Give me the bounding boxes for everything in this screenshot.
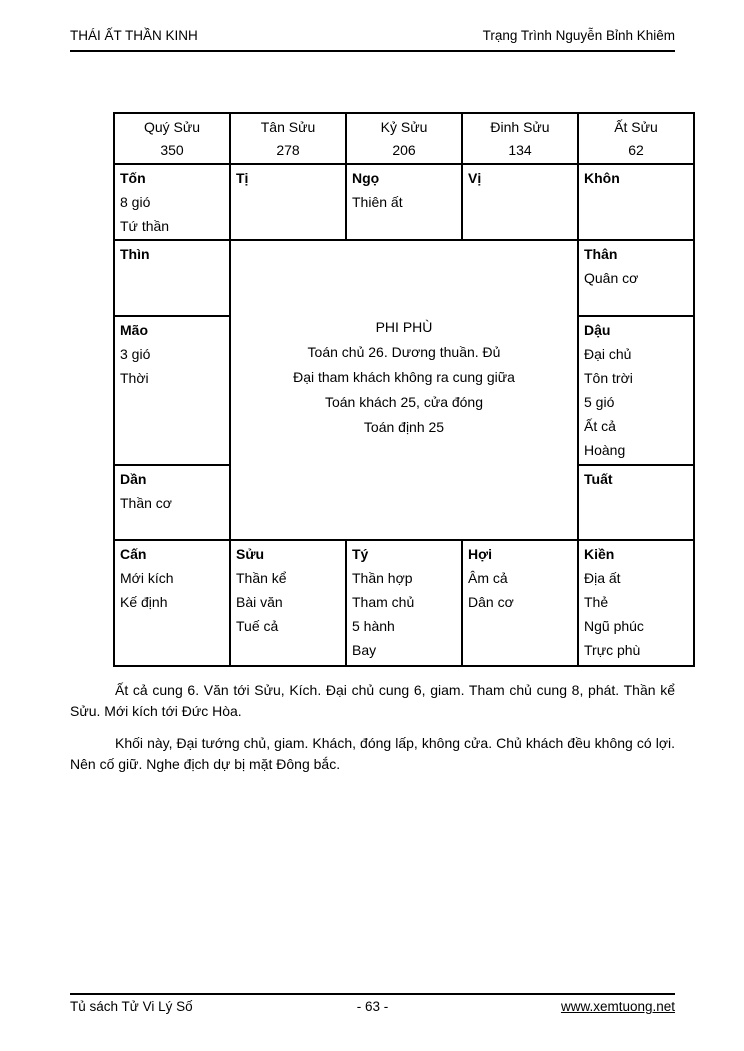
- page-footer: [70, 993, 675, 1014]
- palace-cell-hoi: [462, 540, 578, 666]
- text-line: Toán chủ 26. Dương thuần. Đủ: [307, 344, 501, 360]
- palace-cell-dau: [578, 316, 694, 465]
- palace-lines: [120, 566, 224, 614]
- divination-chart: [113, 112, 695, 667]
- palace-cell-ngo: [346, 164, 462, 240]
- year-value: 134: [508, 142, 532, 158]
- text-line: Bay: [352, 642, 377, 658]
- text-line: Ất cả: [584, 418, 616, 434]
- text-line: Dân cơ: [468, 594, 514, 610]
- text-line: 5 gió: [584, 394, 615, 410]
- palace-lines: [584, 266, 688, 290]
- year-value: 350: [160, 142, 184, 158]
- palace-label: Tị: [236, 170, 249, 186]
- palace-label: Thìn: [120, 246, 150, 262]
- palace-cell-suu: [230, 540, 346, 666]
- text-line: Tuế cả: [236, 618, 279, 634]
- text-line: Ngũ phúc: [584, 618, 644, 634]
- book-title: THÁI ẤT THẦN KINH: [70, 28, 198, 43]
- palace-cell-mao: [114, 316, 230, 465]
- text-line: Thiên ất: [352, 194, 403, 210]
- text-line: Tôn trời: [584, 370, 633, 386]
- palace-label: Thân: [584, 246, 618, 262]
- palace-lines: [120, 491, 224, 515]
- center-cell: [230, 240, 578, 540]
- website-link[interactable]: www.xemtuong.net: [560, 999, 676, 1014]
- palace-row-top: [114, 164, 694, 240]
- text-line: Thần hợp: [352, 570, 413, 586]
- text-line: Thần kể: [236, 570, 287, 586]
- text-line: Quân cơ: [584, 270, 639, 286]
- palace-label: Sửu: [236, 546, 265, 562]
- palace-cell-dan: [114, 465, 230, 540]
- year-cell-ky-suu: [346, 113, 462, 164]
- footer-series-name: Tủ sách Tử Vi Lý Số: [70, 999, 193, 1014]
- text-line: PHI PHÙ: [375, 319, 433, 335]
- palace-cell-ton: [114, 164, 230, 240]
- year-value: 206: [392, 142, 416, 158]
- palace-cell-can: [114, 540, 230, 666]
- year-value: 62: [628, 142, 644, 158]
- text-line: 8 gió: [120, 194, 151, 210]
- text-line: Tham chủ: [352, 594, 415, 610]
- palace-label: Mão: [120, 322, 148, 338]
- year-name: Kỷ Sửu: [380, 119, 428, 135]
- text-line: 3 gió: [120, 346, 151, 362]
- text-line: Trực phù: [584, 642, 641, 658]
- palace-cell-vi: [462, 164, 578, 240]
- text-line: Âm cả: [468, 570, 508, 586]
- palace-label: Vị: [468, 170, 482, 186]
- year-name: Ất Sửu: [614, 119, 658, 135]
- year-row: [114, 113, 694, 164]
- palace-cell-khon: [578, 164, 694, 240]
- text-line: Thời: [120, 370, 149, 386]
- palace-label: Dậu: [584, 322, 611, 338]
- palace-label: Ngọ: [352, 170, 380, 186]
- year-cell-tan-suu: [230, 113, 346, 164]
- palace-cell-than: [578, 240, 694, 316]
- year-cell-dinh-suu: [462, 113, 578, 164]
- palace-cell-ti: [230, 164, 346, 240]
- palace-label: Cấn: [120, 546, 147, 562]
- palace-row-thin-than: [114, 240, 694, 316]
- palace-lines: [120, 190, 224, 238]
- text-line: 5 hành: [352, 618, 395, 634]
- year-name: Đinh Sửu: [490, 119, 550, 135]
- palace-label: Tuất: [584, 471, 613, 487]
- text-line: Đại chủ: [584, 346, 632, 362]
- palace-cell-tuat: [578, 465, 694, 540]
- text-line: Thẻ: [584, 594, 609, 610]
- year-value: 278: [276, 142, 300, 158]
- page-number: - 63 -: [356, 999, 389, 1014]
- palace-label: Hợi: [468, 546, 492, 562]
- palace-label: Tý: [352, 546, 369, 562]
- text-line: Toán định 25: [363, 419, 445, 435]
- text-line: Địa ất: [584, 570, 621, 586]
- palace-label: Tốn: [120, 170, 146, 186]
- palace-cell-kien: [578, 540, 694, 666]
- text-line: Bài văn: [236, 594, 283, 610]
- author-name: Trạng Trình Nguyễn Bỉnh Khiêm: [482, 28, 675, 43]
- palace-label: Dần: [120, 471, 147, 487]
- palace-lines: [236, 566, 340, 638]
- year-name: Quý Sửu: [143, 119, 201, 135]
- palace-label: Khôn: [584, 170, 620, 186]
- palace-lines: [468, 566, 572, 614]
- commentary-text: [70, 680, 675, 786]
- commentary-paragraph-2: Khối này, Đại tướng chủ, giam. Khách, đóng lấp, không cửa. Chủ khách đều không có lợi. Nên cố giữ. Nghe địch dự bị mặt Đông bắc.: [70, 735, 675, 772]
- text-line: Kế định: [120, 594, 168, 610]
- palace-label: Kiền: [584, 546, 615, 562]
- palace-lines: [120, 342, 224, 390]
- page-header: [70, 28, 675, 52]
- text-line: Toán khách 25, cửa đóng: [324, 394, 484, 410]
- commentary-paragraph-1: Ất cả cung 6. Văn tới Sửu, Kích. Đại chủ cung 6, giam. Tham chủ cung 8, phát. Thần kể Sửu. Mới kích tới Đức Hòa.: [70, 682, 675, 719]
- text-line: Thần cơ: [120, 495, 172, 511]
- palace-cell-thin: [114, 240, 230, 316]
- palace-lines: [584, 566, 688, 662]
- text-line: Đại tham khách không ra cung giữa: [293, 369, 515, 385]
- center-text: [236, 315, 572, 440]
- palace-lines: [352, 190, 456, 214]
- palace-lines: [352, 566, 456, 662]
- text-line: Tứ thần: [120, 218, 170, 234]
- text-line: Mới kích: [120, 570, 174, 586]
- palace-row-bottom: [114, 540, 694, 666]
- text-line: Hoàng: [584, 442, 626, 458]
- year-name: Tân Sửu: [260, 119, 316, 135]
- palace-cell-ty: [346, 540, 462, 666]
- year-cell-at-suu: [578, 113, 694, 164]
- year-cell-quy-suu: [114, 113, 230, 164]
- palace-lines: [584, 342, 688, 462]
